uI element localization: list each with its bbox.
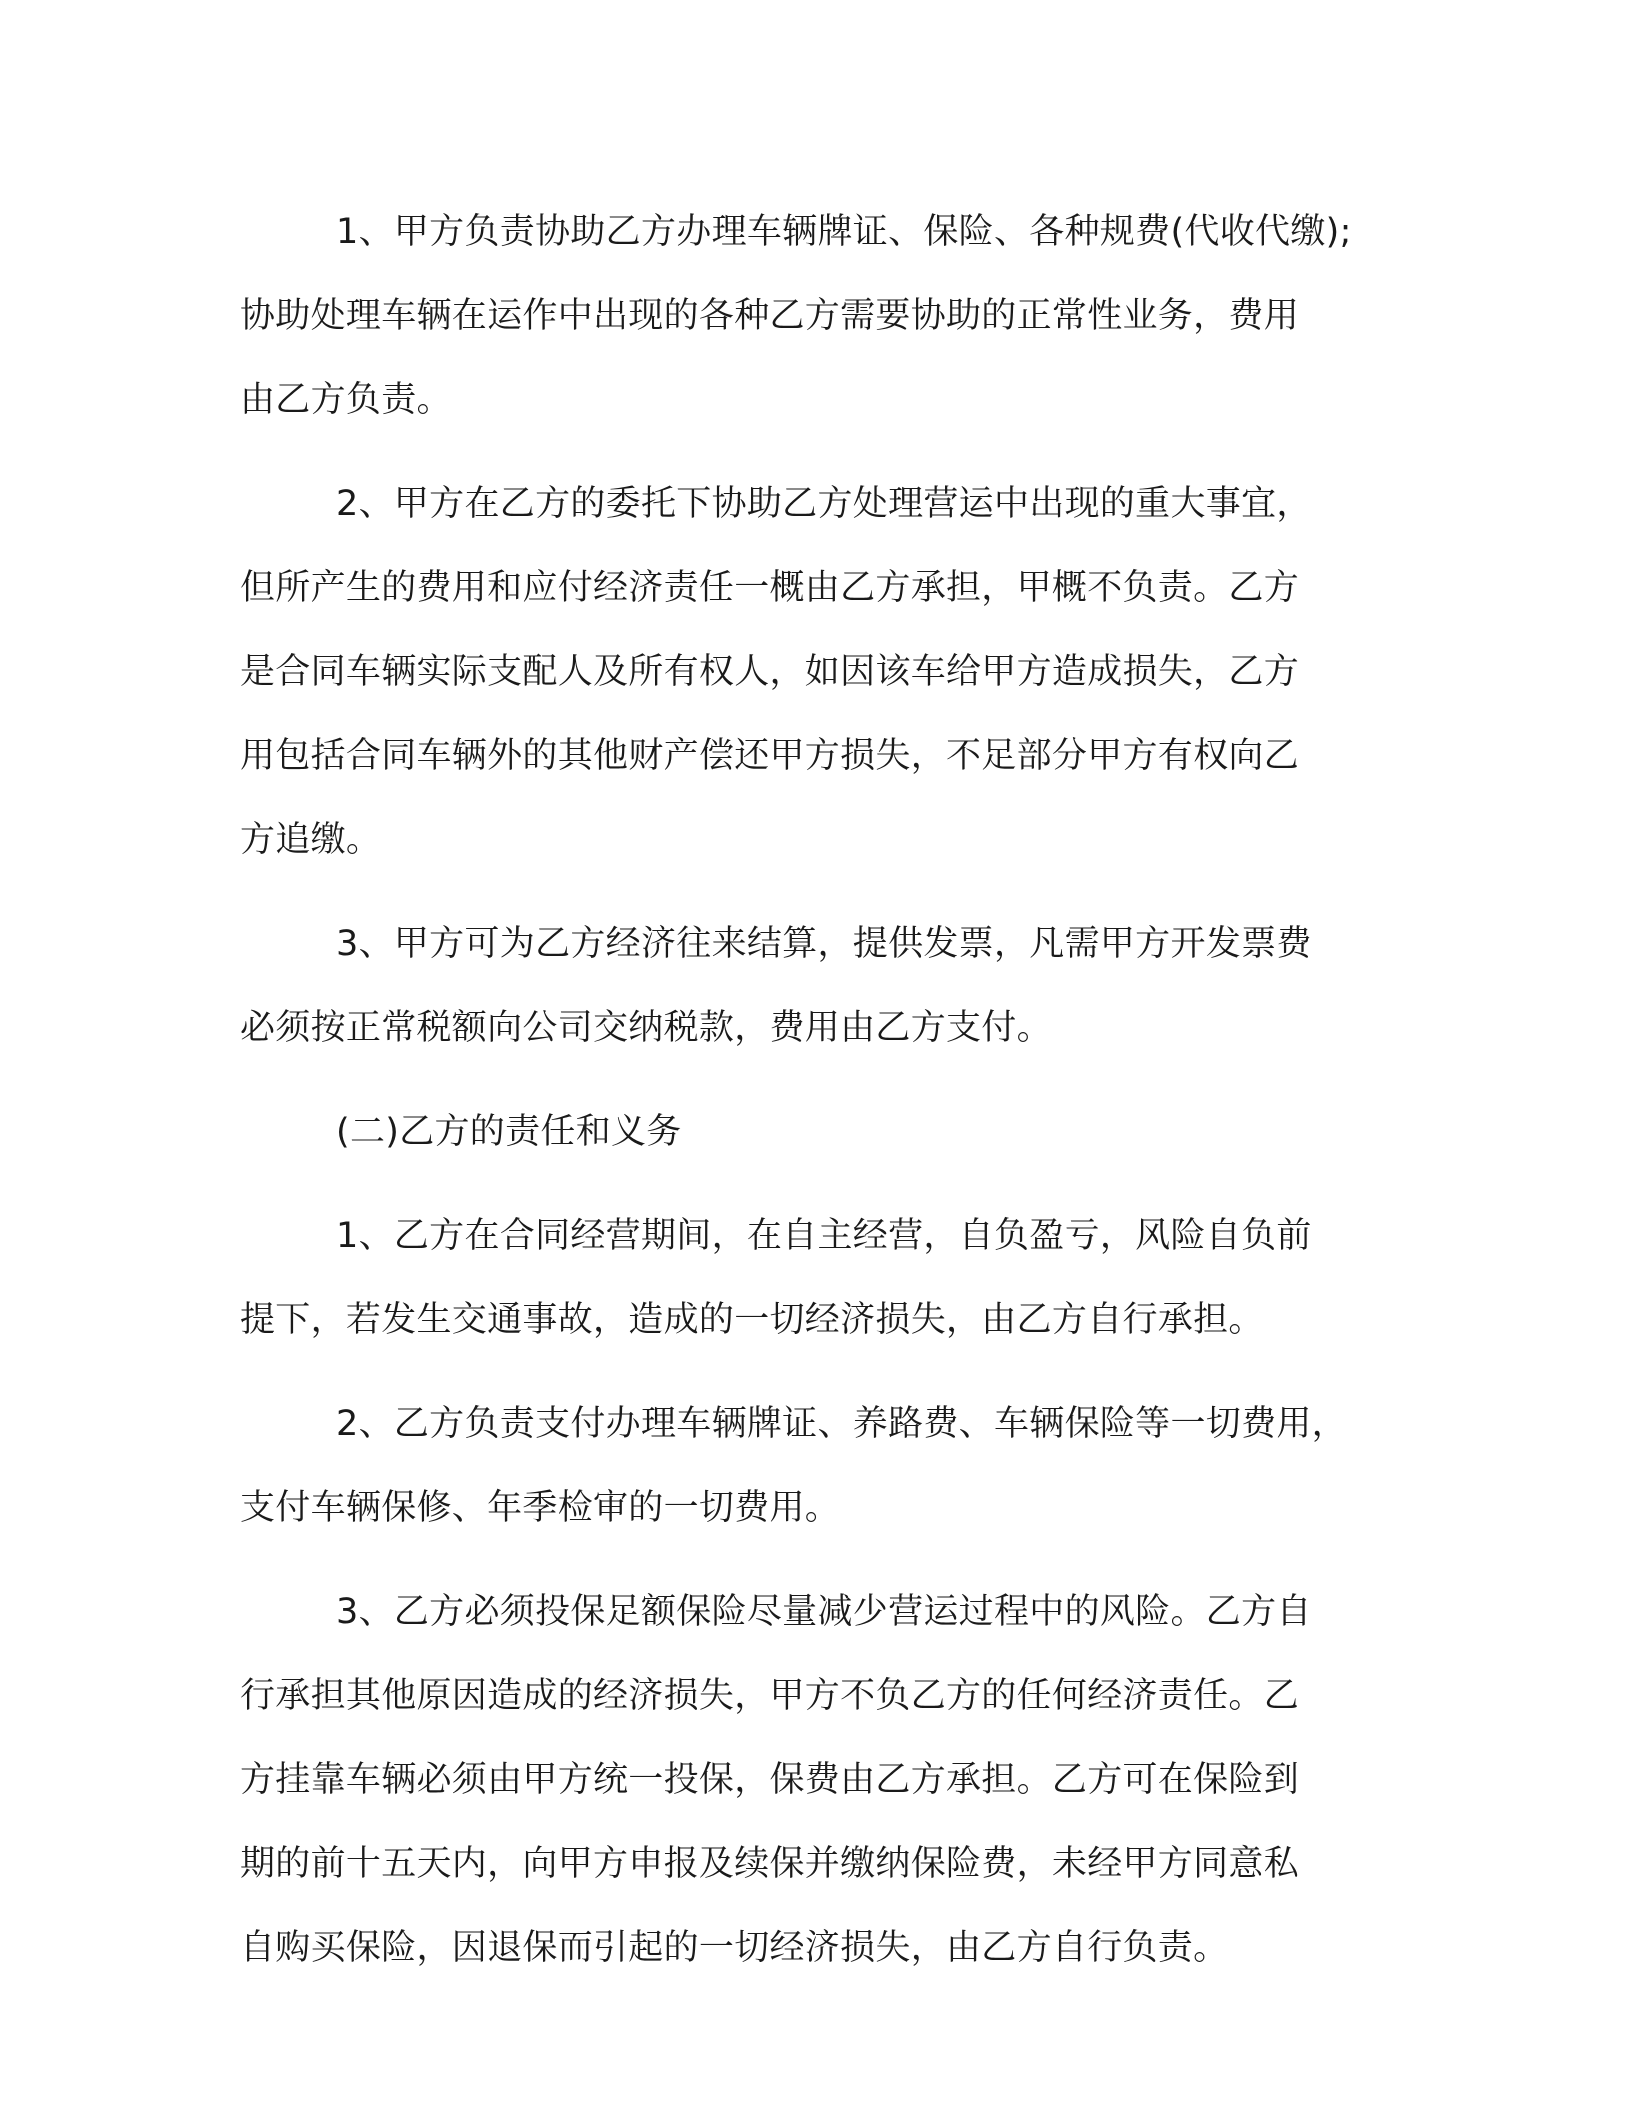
text-line: 2、乙方负责支付办理车辆牌证、养路费、车辆保险等一切费用， (336, 1404, 1347, 1444)
clause-party-a-1 (240, 190, 1400, 442)
clause-party-a-3 (240, 902, 1400, 1070)
text-line: 期的前十五天内，向甲方申报及续保并缴纳保险费，未经甲方同意私 (240, 1844, 1300, 1884)
section-heading-text: (二)乙方的责任和义务 (336, 1112, 682, 1152)
clause-party-b-3 (240, 1570, 1400, 1990)
section-heading (240, 1090, 1400, 1174)
text-line: 是合同车辆实际支配人及所有权人，如因该车给甲方造成损失，乙方 (240, 652, 1300, 692)
text-line: 2、甲方在乙方的委托下协助乙方处理营运中出现的重大事宜， (336, 484, 1312, 524)
text-line: 1、甲方负责协助乙方办理车辆牌证、保险、各种规费(代收代缴); (336, 212, 1352, 252)
clause-party-b-1 (240, 1194, 1400, 1362)
text-line: 自购买保险，因退保而引起的一切经济损失，由乙方自行负责。 (240, 1928, 1229, 1968)
text-line: 3、甲方可为乙方经济往来结算，提供发票，凡需甲方开发票费 (336, 924, 1312, 964)
text-line: 3、乙方必须投保足额保险尽量减少营运过程中的风险。乙方自 (336, 1592, 1312, 1632)
text-line: 由乙方负责。 (240, 380, 452, 420)
text-line: 1、乙方在合同经营期间，在自主经营，自负盈亏，风险自负前 (336, 1216, 1312, 1256)
clause-party-b-2 (240, 1382, 1400, 1550)
text-line: 提下，若发生交通事故，造成的一切经济损失，由乙方自行承担。 (240, 1300, 1264, 1340)
text-line: 协助处理车辆在运作中出现的各种乙方需要协助的正常性业务，费用 (240, 296, 1300, 336)
text-line: 必须按正常税额向公司交纳税款，费用由乙方支付。 (240, 1008, 1052, 1048)
text-line: 方挂靠车辆必须由甲方统一投保，保费由乙方承担。乙方可在保险到 (240, 1760, 1300, 1800)
text-line: 行承担其他原因造成的经济损失，甲方不负乙方的任何经济责任。乙 (240, 1676, 1300, 1716)
text-line: 方追缴。 (240, 820, 382, 860)
text-line: 支付车辆保修、年季检审的一切费用。 (240, 1488, 841, 1528)
document-page (240, 190, 1400, 2010)
text-line: 用包括合同车辆外的其他财产偿还甲方损失，不足部分甲方有权向乙 (240, 736, 1300, 776)
text-line: 但所产生的费用和应付经济责任一概由乙方承担，甲概不负责。乙方 (240, 568, 1300, 608)
clause-party-a-2 (240, 462, 1400, 882)
